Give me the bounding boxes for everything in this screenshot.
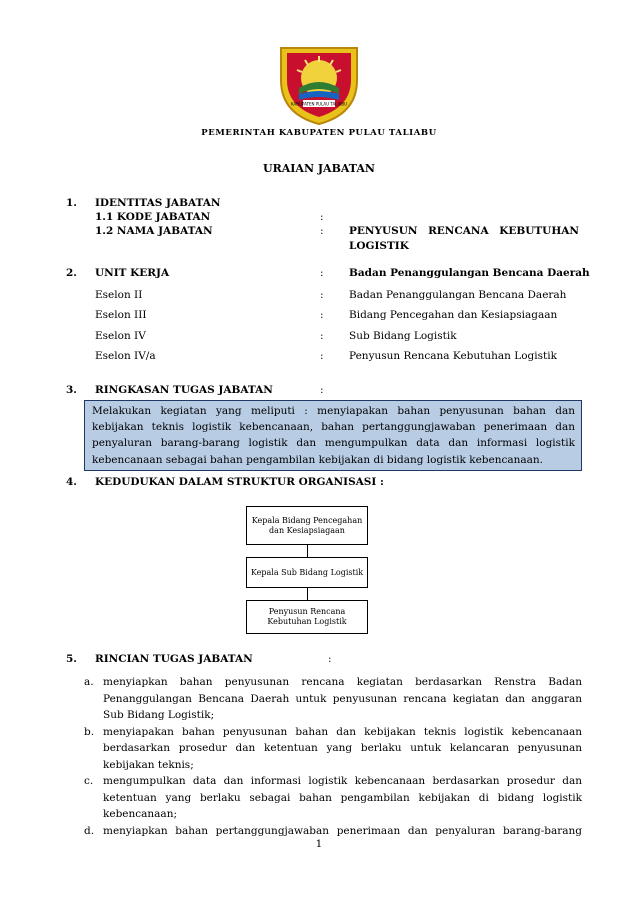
list-item	[84, 773, 582, 823]
list-item-text: mengumpulkan data dan informasi logistik kebencanaan berdasarkan prosedur dan ketentuan yang berlaku sebagai bahan pengambilan kebijakan di bidang logistik kebencanaan;	[103, 775, 582, 820]
org-box-position-label: Penyusun Rencana Kebutuhan Logistik	[267, 607, 347, 626]
task-details-list	[84, 674, 582, 839]
section-2-heading: UNIT KERJA	[95, 267, 170, 279]
eselon-iv-label: Eselon IV	[95, 330, 146, 342]
eselon-iii-value: Bidang Pencegahan dan Kesiapsiagaan	[349, 309, 558, 321]
list-item-text: menyiapakan bahan penyusunan bahan dan kebijakan teknis logistik kebencanaan berdasarkan prosedur dan ketentuan yang berlaku untuk kelancaran penyusunan kebijakan teknis;	[103, 725, 582, 771]
section-4-heading: KEDUDUKAN DALAM STRUKTUR ORGANISASI :	[95, 476, 384, 488]
org-box-head-of-division-label: Kepala Bidang Pencegahan dan Kesiapsiagaan	[251, 515, 363, 535]
eselon-iii-label: Eselon III	[95, 309, 147, 321]
eselon-iv-colon: :	[320, 330, 324, 342]
org-connector-1	[307, 545, 308, 557]
section-5-heading: RINCIAN TUGAS JABATAN	[95, 653, 253, 665]
section-1-number: 1.	[66, 197, 77, 209]
list-item	[84, 823, 582, 840]
org-connector-2	[307, 588, 308, 600]
regency-emblem-logo	[277, 44, 361, 126]
job-name-value-line2: LOGISTIK	[349, 240, 409, 252]
eselon-ii-colon: :	[320, 289, 324, 301]
org-box-head-of-division	[246, 506, 368, 545]
list-item-letter: a.	[84, 676, 94, 688]
job-name-value-line1	[349, 224, 579, 239]
details-colon: :	[328, 653, 332, 665]
job-name-label: 1.2 NAMA JABATAN	[95, 225, 213, 237]
eselon-iva-value: Penyusun Rencana Kebutuhan Logistik	[349, 350, 557, 362]
unit-colon: :	[320, 267, 324, 279]
org-box-position	[246, 600, 368, 634]
list-item-letter: d.	[84, 824, 95, 837]
job-name-word-1: PENYUSUN	[349, 225, 418, 237]
section-1-heading: IDENTITAS JABATAN	[95, 197, 221, 209]
job-summary-box: Melakukan kegiatan yang meliputi : menyiapakan bahan penyusunan bahan dan kebijakan teknis logistik kebencanaan, bahan pertanggungjawaban penerimaan dan penyaluran barang-barang logistik dan mengumpulkan data dan informasi logistik kebencanaan sebagai bahan pengambilan kebijakan di bidang logistik kebencanaan.	[84, 400, 582, 471]
org-box-head-of-subdivision-label: Kepala Sub Bidang Logistik	[250, 567, 364, 577]
list-item-text: menyiapkan bahan penyusunan rencana kegiatan berdasarkan Renstra Badan Penanggulangan Bencana Daerah untuk penyusunan rencana kegiatan dan anggaran Sub Bidang Logistik;	[103, 676, 582, 721]
unit-value: Badan Penanggulangan Bencana Daerah	[349, 267, 590, 279]
eselon-iv-value: Sub Bidang Logistik	[349, 330, 457, 342]
job-name-word-3: KEBUTUHAN	[499, 225, 579, 237]
section-3-heading: RINGKASAN TUGAS JABATAN	[95, 384, 273, 396]
org-box-head-of-subdivision	[246, 557, 368, 588]
list-item-letter: b.	[84, 725, 95, 738]
document-title: URAIAN JABATAN	[263, 162, 375, 175]
job-name-word-2: RENCANA	[428, 225, 489, 237]
eselon-iva-label: Eselon IV/a	[95, 350, 156, 362]
job-code-colon: :	[320, 211, 324, 223]
government-name: PEMERINTAH KABUPATEN PULAU TALIABU	[201, 128, 437, 138]
eselon-iva-colon: :	[320, 350, 324, 362]
page-number: 1	[315, 838, 323, 850]
eselon-iii-colon: :	[320, 309, 324, 321]
section-5-number: 5.	[66, 653, 77, 665]
section-4-number: 4.	[66, 476, 77, 488]
list-item-text: menyiapkan bahan pertanggungjawaban penerimaan dan penyaluran barang-barang	[103, 824, 582, 837]
eselon-ii-value: Badan Penanggulangan Bencana Daerah	[349, 289, 567, 301]
logo-lettering: KABUPATEN PULAU TALIABU	[290, 101, 348, 107]
list-item	[84, 724, 582, 774]
job-name-colon: :	[320, 225, 324, 237]
summary-colon: :	[320, 384, 324, 396]
list-item-letter: c.	[84, 775, 94, 787]
section-3-number: 3.	[66, 384, 77, 396]
section-2-number: 2.	[66, 267, 77, 279]
list-item	[84, 674, 582, 724]
eselon-ii-label: Eselon II	[95, 289, 143, 301]
job-code-label: 1.1 KODE JABATAN	[95, 211, 211, 223]
